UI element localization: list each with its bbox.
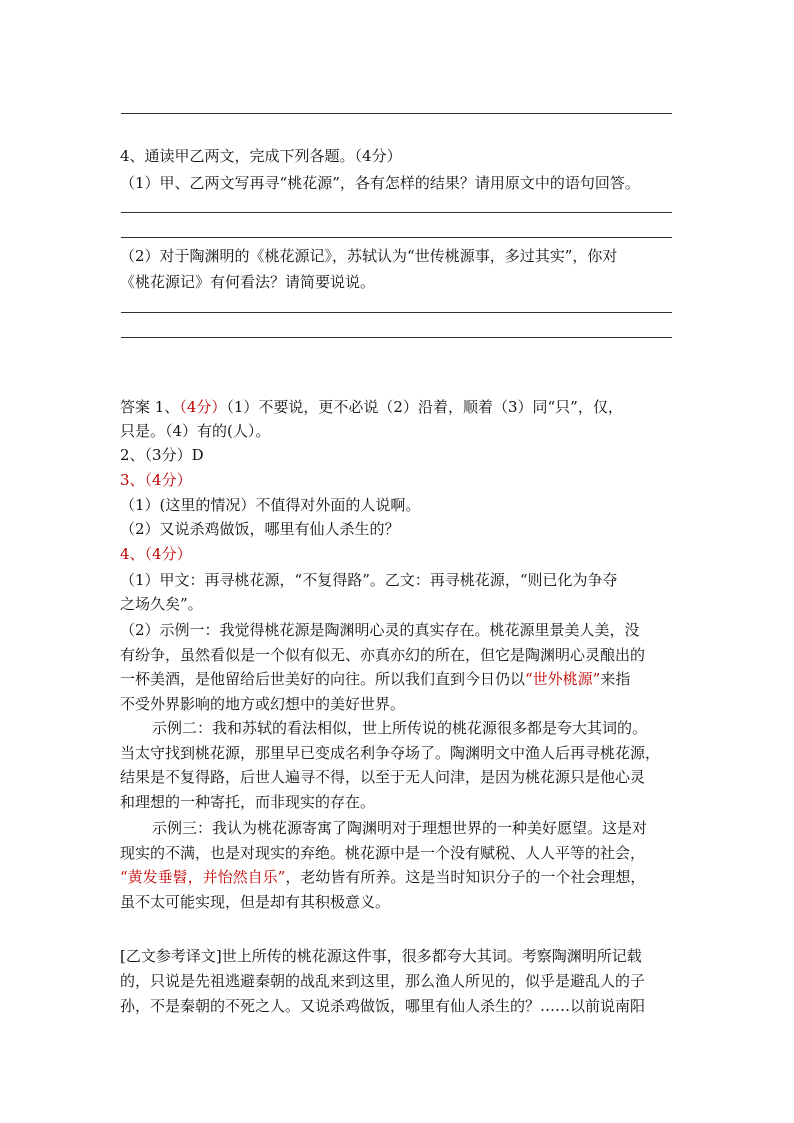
question-4-2-line1: （2）对于陶渊明的《桃花源记》，苏轼认为“世传桃源事，多过其实”，你对	[120, 247, 618, 265]
question-4-heading: 4、通读甲乙两文，完成下列各题。（4分）	[120, 147, 402, 165]
highlight-phrase: “世外桃源”	[525, 670, 601, 688]
translation-line3: 孙，不是秦朝的不死之人。又说杀鸡做饭，哪里有仙人杀生的？……以前说南阳	[120, 997, 646, 1015]
answer-label: 答案	[120, 398, 151, 416]
answer-1-score: （4分）	[179, 398, 227, 416]
answer-4-heading: 4、（4分）	[120, 545, 192, 563]
question-4-2-line2: 《桃花源记》有何看法？请简要说说。	[120, 273, 376, 291]
answer-line	[121, 337, 672, 338]
example-2-line2: 当太守找到桃花源，那里早已变成名利争夺场了。陶渊明文中渔人后再寻桃花源，	[120, 744, 661, 762]
answer-4-1-line2: 之场久矣”。	[120, 595, 203, 613]
translation-line1: [乙文参考译文]世上所传的桃花源这件事，很多都夸大其词。考察陶渊明所记载	[120, 947, 642, 965]
example-2-line3: 结果是不复得路，后世人遍寻不得，以至于无人问津，是因为桃花源只是他心灵	[120, 768, 646, 786]
example-3-line1: 示例三：我认为桃花源寄寓了陶渊明对于理想世界的一种美好愿望。这是对	[152, 819, 648, 837]
answer-4-1-line1: （1）甲文：再寻桃花源，“不复得路”。乙文：再寻桃花源，“则已化为争夺	[120, 571, 618, 589]
translation-line2: 的，只说是先祖逃避秦朝的战乱来到这里，那么渔人所见的，似乎是避乱人的子	[120, 972, 646, 990]
answer-4-2-line4: 不受外界影响的地方或幻想中的美好世界。	[120, 695, 406, 713]
question-4-1: （1）甲、乙两文写再寻“桃花源”，各有怎样的结果？请用原文中的语句回答。	[120, 174, 640, 192]
answer-line	[121, 312, 672, 313]
answer-4-2-line3: 一杯美酒，是他留给后世美好的向往。所以我们直到今日仍以“世外桃源”来指	[120, 670, 631, 688]
answer-3-2: （2）又说杀鸡做饭，哪里有仙人杀生的？	[120, 520, 400, 538]
answer-4-2-line2: 有纷争，虽然看似是一个似有似无、亦真亦幻的所在，但它是陶渊明心灵酿出的	[120, 646, 646, 664]
answer-line	[121, 212, 672, 213]
answer-3-1: （1）(这里的情况）不值得对外面的人说啊。	[120, 496, 421, 514]
answer-line	[121, 113, 672, 114]
example-2-line1: 示例二：我和苏轼的看法相似，世上所传说的桃花源很多都是夸大其词的。	[152, 719, 648, 737]
example-3-line2: 现实的不满，也是对现实的弃绝。桃花源中是一个没有赋税、人人平等的社会，	[120, 844, 646, 862]
answer-3-heading: 3、（4分）	[120, 471, 192, 489]
example-3-line3: “黄发垂髫，并怡然自乐”，老幼皆有所养。这是当时知识分子的一个社会理想，	[120, 868, 646, 886]
answer-1-line2: 只是。（4）有的(人）。	[120, 422, 271, 440]
example-3-line4: 虽不太可能实现，但是却有其积极意义。	[120, 893, 391, 911]
answer-line	[121, 237, 672, 238]
answer-4-2-line1: （2）示例一：我觉得桃花源是陶渊明心灵的真实存在。桃花源里景美人美，没	[120, 621, 640, 639]
example-2-line4: 和理想的一种寄托，而非现实的存在。	[120, 793, 376, 811]
answer-2: 2、（3分）D	[120, 446, 204, 464]
answer-1-line1: 答案 1、（4分）（1）不要说，更不必说（2）沿着，顺着（3）同“只”，仅，	[120, 398, 623, 416]
highlight-phrase: “黄发垂髫，并怡然自乐”	[120, 868, 286, 886]
